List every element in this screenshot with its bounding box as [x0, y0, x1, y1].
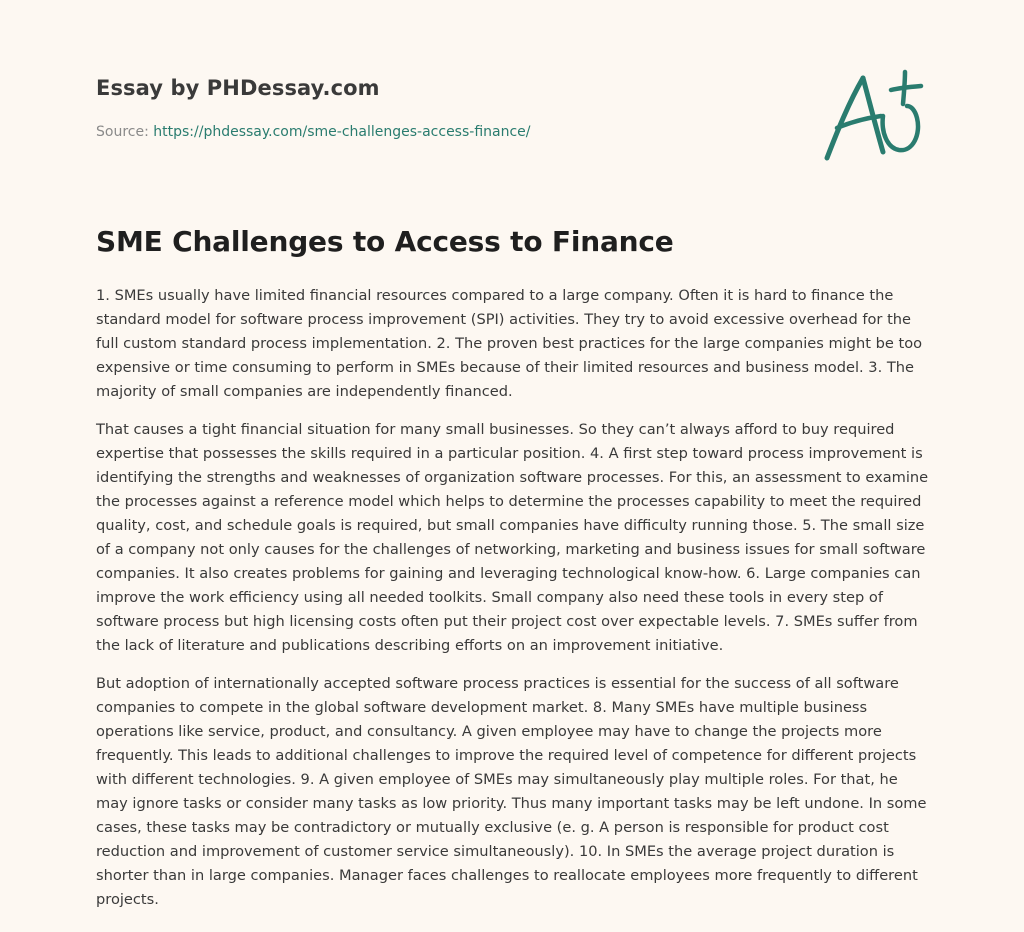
source-line: [96, 124, 531, 140]
essay-paragraph: But adoption of internationally accepted software process practices is essential for the success of all software companies to compete in the global software development market. 8. Many SMEs have multiple business operations like service, product, and consultancy. A given employee may have to change the projects more frequently. This leads to additional challenges to improve the required level of competence for different projects with different technologies. 9. A given employee of SMEs may simultaneously play multiple roles. For that, he may ignore tasks or consider many tasks as low priority. Thus many important tasks may be left undone. In some cases, these tasks may be contradictory or mutually exclusive (e. g. A person is responsible for product cost reduction and improvement of customer service simultaneously). 10. In SMEs the average project duration is shorter than in large companies. Manager faces challenges to reallocate employees more frequently to different projects.: [96, 675, 927, 908]
essay-title: SME Challenges to Access to Finance: [96, 225, 674, 258]
source-link[interactable]: https://phdessay.com/sme-challenges-access-finance/: [153, 124, 531, 140]
essay-paragraph: That causes a tight financial situation for many small businesses. So they can’t always afford to buy required expertise that possesses the skills required in a particular position. 4. A first step toward process improvement is identifying the strengths and weaknesses of organization software processes. For this, an assessment to examine the processes against a reference model which helps to determine the processes capability to meet the required quality, cost, and schedule goals is required, but small companies have difficulty running those. 5. The small size of a company not only causes for the challenges of networking, marketing and business issues for small software companies. It also creates problems for gaining and leveraging technological know-how. 6. Large companies can improve the work efficiency using all needed toolkits. Small company also need these tools in every step of software process but high licensing costs often put their project cost over expectable levels. 7. SMEs suffer from the lack of literature and publications describing efforts on an improvement initiative.: [96, 421, 929, 654]
site-title: Essay by PHDessay.com: [96, 76, 380, 100]
page-header: [96, 0, 928, 200]
essay-body: [96, 284, 932, 926]
a-plus-logo-icon: [823, 66, 927, 166]
source-label: Source:: [96, 124, 154, 140]
essay-paragraph: 1. SMEs usually have limited financial resources compared to a large company. Often it is hard to finance the standard model for software process improvement (SPI) activities. They try to avoid excessive overhead for the full custom standard process implementation. 2. The proven best practices for the large companies might be too expensive or time consuming to perform in SMEs because of their limited resources and business model. 3. The majority of small companies are independently financed.: [96, 287, 923, 400]
